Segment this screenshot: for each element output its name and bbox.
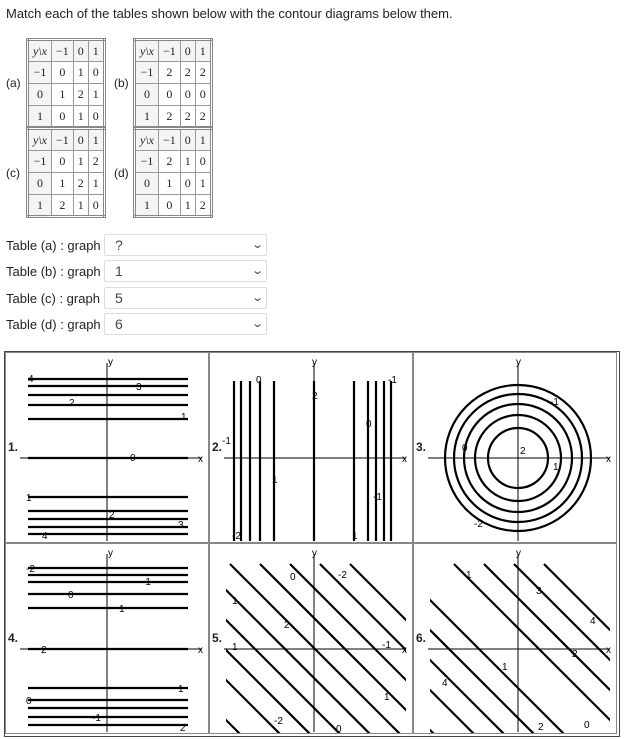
contour-label: 2	[572, 649, 578, 660]
contour-label: 4	[590, 616, 596, 627]
contour-label: 1	[119, 604, 125, 615]
table-cell: 1	[180, 151, 195, 173]
table-cell: 1	[73, 151, 88, 173]
contour-label: 1	[26, 493, 32, 504]
contour-label: 1	[178, 684, 184, 695]
table-d	[133, 127, 213, 218]
table-cell: 1	[73, 106, 88, 128]
table-cell: −1	[28, 151, 52, 173]
contour-label: 2	[284, 620, 290, 631]
axis-y-label: y	[312, 548, 317, 559]
contour-label: 2	[109, 510, 115, 521]
table-cell: 1	[73, 195, 88, 217]
graph-select-d[interactable]	[104, 313, 267, 335]
table-cell: 0	[135, 84, 159, 106]
table-cell: −1	[135, 62, 159, 84]
answer-row-d	[6, 313, 267, 335]
contour-label: -1	[373, 492, 382, 503]
table-cell: −1	[159, 40, 181, 62]
table-cell: −1	[28, 62, 52, 84]
axis-y-label: y	[108, 357, 113, 368]
chevron-down-icon: ⌄	[250, 265, 264, 277]
contour-label: -2	[26, 564, 35, 575]
contour-plot	[414, 353, 617, 543]
graph-select-a[interactable]	[104, 234, 267, 256]
table-cell: 2	[73, 84, 88, 106]
table-cell: 0	[180, 84, 195, 106]
table-cell: y\x	[28, 40, 52, 62]
contour-label: 3	[178, 520, 184, 531]
contour-label: 4	[28, 374, 34, 385]
table-cell: 2	[195, 195, 211, 217]
table-cell: 1	[73, 62, 88, 84]
chevron-down-icon: ⌄	[250, 239, 264, 251]
table-cell: 1	[52, 173, 74, 195]
contour-label: 2	[520, 446, 526, 457]
table-cell: 0	[180, 40, 195, 62]
table-cell: 1	[88, 40, 104, 62]
table-cell: 0	[159, 84, 181, 106]
graph-number: 5.	[212, 631, 223, 645]
contour-label: 1	[466, 570, 472, 581]
prompt-text: Match each of the tables shown below with the contour diagrams below them.	[6, 6, 453, 21]
contour-label: -1	[388, 375, 397, 386]
contour-label: -1	[222, 436, 231, 447]
table-a-tag: (a)	[6, 76, 21, 90]
contour-plot	[210, 544, 413, 734]
table-cell: 1	[195, 129, 211, 151]
selected-value: 5	[115, 290, 123, 306]
axis-y-label: y	[312, 357, 317, 368]
table-cell: 1	[135, 106, 159, 128]
table-d-tag: (d)	[114, 166, 129, 180]
contour-label: 0	[256, 375, 262, 386]
table-cell: 0	[88, 62, 104, 84]
axis-x-label: x	[402, 645, 407, 656]
table-cell: 0	[159, 195, 181, 217]
contour-label: 0	[290, 572, 296, 583]
table-cell: 0	[28, 173, 52, 195]
table-cell: 1	[135, 195, 159, 217]
table-cell: 2	[195, 106, 211, 128]
table-cell: 1	[28, 106, 52, 128]
table-a	[26, 38, 106, 129]
contour-plot	[6, 544, 209, 734]
table-cell: 2	[88, 151, 104, 173]
contour-plot	[6, 353, 209, 543]
contour-label: 1	[352, 531, 358, 542]
contour-label: 4	[442, 678, 448, 689]
contour-label: 2	[41, 645, 47, 656]
table-cell: 0	[28, 84, 52, 106]
contour-label: 0	[26, 696, 32, 707]
table-cell: 1	[195, 40, 211, 62]
graph-number: 2.	[212, 440, 223, 454]
table-cell: y\x	[135, 40, 159, 62]
table-c-tag: (c)	[6, 166, 20, 180]
contour-graph-2	[209, 352, 413, 543]
axis-y-label: y	[516, 357, 521, 368]
contour-label: 1	[553, 462, 559, 473]
chevron-down-icon: ⌄	[250, 292, 264, 304]
table-cell: y\x	[28, 129, 52, 151]
contour-label: -1	[92, 713, 101, 724]
table-cell: 0	[180, 173, 195, 195]
axis-x-label: x	[198, 454, 203, 465]
contour-label: -2	[274, 716, 283, 727]
table-cell: 2	[159, 106, 181, 128]
table-cell: −1	[135, 151, 159, 173]
contour-label: -2	[232, 531, 241, 542]
table-cell: 0	[73, 40, 88, 62]
table-cell: 0	[52, 62, 74, 84]
contour-graph-3	[413, 352, 617, 543]
contour-label: -1	[382, 640, 391, 651]
answer-row-a	[6, 234, 267, 256]
table-cell: 2	[180, 62, 195, 84]
table-cell: 1	[159, 173, 181, 195]
chevron-down-icon: ⌄	[250, 318, 264, 330]
contour-graph-4	[5, 543, 209, 734]
table-cell: 0	[195, 84, 211, 106]
table-cell: 1	[52, 84, 74, 106]
graph-select-b[interactable]	[104, 260, 267, 282]
table-cell: 1	[88, 84, 104, 106]
table-c	[26, 127, 106, 218]
axis-x-label: x	[198, 645, 203, 656]
answer-label: Table (a) : graph	[6, 237, 101, 253]
table-cell: 2	[195, 62, 211, 84]
graph-number: 3.	[416, 440, 427, 454]
selected-value: ?	[115, 237, 123, 253]
table-cell: 0	[88, 106, 104, 128]
selected-value: 1	[115, 263, 123, 279]
table-cell: 2	[180, 106, 195, 128]
answer-row-c	[6, 287, 267, 309]
table-cell: 0	[195, 151, 211, 173]
contour-label: 1	[232, 642, 238, 653]
table-cell: 1	[28, 195, 52, 217]
contour-label: -1	[550, 397, 559, 408]
contour-label: 3	[136, 382, 142, 393]
table-cell: 2	[159, 62, 181, 84]
answer-label: Table (c) : graph	[6, 290, 100, 306]
table-cell: 0	[135, 173, 159, 195]
table-cell: y\x	[135, 129, 159, 151]
table-cell: 1	[88, 129, 104, 151]
contour-label: 0	[366, 419, 372, 430]
table-cell: 2	[73, 173, 88, 195]
graph-select-c[interactable]	[104, 287, 267, 309]
graph-number: 1.	[8, 440, 19, 454]
table-cell: −1	[159, 129, 181, 151]
table-cell: 2	[52, 195, 74, 217]
contour-label: 3	[536, 586, 542, 597]
axis-y-label: y	[108, 548, 113, 559]
contour-graph-grid	[4, 351, 620, 737]
selected-value: 6	[115, 316, 123, 332]
contour-label: 0	[462, 443, 468, 454]
table-b-tag: (b)	[114, 76, 129, 90]
contour-label: 0	[68, 590, 74, 601]
table-cell: 1	[88, 173, 104, 195]
table-cell: 0	[73, 129, 88, 151]
contour-label: -2	[474, 519, 483, 530]
table-cell: 1	[180, 195, 195, 217]
graph-number: 6.	[416, 631, 427, 645]
table-cell: 0	[52, 151, 74, 173]
contour-label: 0	[584, 720, 590, 731]
contour-label: -2	[338, 570, 347, 581]
contour-label: 2	[69, 398, 75, 409]
contour-label: 1	[502, 662, 508, 673]
contour-label: 2	[538, 722, 544, 733]
contour-label: 2	[312, 391, 318, 402]
axis-x-label: x	[606, 645, 611, 656]
axis-y-label: y	[516, 548, 521, 559]
answer-row-b	[6, 260, 267, 282]
answer-label: Table (d) : graph	[6, 316, 101, 332]
contour-label: 1	[181, 412, 187, 423]
contour-label: 1	[272, 475, 278, 486]
table-cell: 2	[159, 151, 181, 173]
table-b	[133, 38, 213, 129]
table-cell: 1	[195, 173, 211, 195]
contour-label: 1	[232, 596, 238, 607]
table-cell: 0	[180, 129, 195, 151]
contour-graph-1	[5, 352, 209, 543]
contour-label: 4	[42, 531, 48, 542]
table-cell: 0	[52, 106, 74, 128]
contour-graph-5	[209, 543, 413, 734]
answer-label: Table (b) : graph	[6, 263, 101, 279]
contour-plot	[210, 353, 413, 543]
graph-number: 4.	[8, 631, 19, 645]
axis-x-label: x	[606, 454, 611, 465]
contour-label: 0	[130, 453, 136, 464]
table-cell: −1	[52, 129, 74, 151]
contour-label: 0	[336, 724, 342, 735]
table-cell: −1	[52, 40, 74, 62]
contour-label: -1	[142, 577, 151, 588]
axis-x-label: x	[402, 454, 407, 465]
contour-label: 2	[180, 723, 186, 734]
contour-graph-6	[413, 543, 617, 734]
contour-plot	[414, 544, 617, 734]
contour-label: 1	[384, 692, 390, 703]
table-cell: 0	[88, 195, 104, 217]
